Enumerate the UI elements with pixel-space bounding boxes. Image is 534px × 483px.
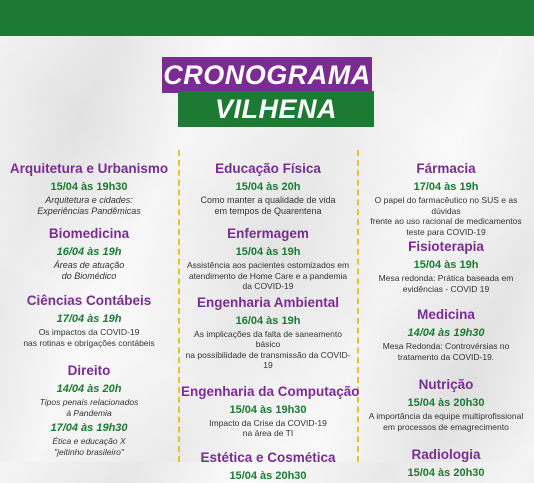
course-enfermagem (181, 225, 355, 292)
course-date: 15/04 às 20h30 (229, 469, 307, 482)
course-medicina (359, 306, 533, 362)
course-description: Assistência aos pacientes ostomizados em atendimento de Home Care e a pandemia da COVID-19 (186, 260, 350, 291)
course-date: 15/04 às 19h30 (50, 181, 128, 193)
course-radiologia (359, 446, 533, 480)
course-date: 15/04 às 20h30 (407, 467, 485, 479)
course-name: Engenharia da Computação (181, 383, 360, 399)
course-estetica-cosmetica (181, 449, 355, 483)
course-name: Direito (67, 363, 111, 378)
course-date: 17/04 às 19h (56, 313, 122, 325)
course-farmacia (359, 160, 533, 237)
course-arquitetura (2, 160, 176, 217)
course-name: Estética e Cosmética (200, 449, 336, 465)
course-name: Biomedicina (48, 226, 130, 241)
course-description: As implicações da falta de saneamento básico na possibilidade de transmissão da COVID-19 (185, 328, 351, 370)
schedule-column-1 (2, 160, 176, 457)
course-date: 15/04 às 20h (235, 181, 301, 193)
course-name: Fármacia (416, 161, 476, 176)
course-engenharia-computacao (181, 383, 360, 439)
course-name: Radiologia (411, 447, 481, 462)
course-description: Como manter a qualidade de vida em tempos de Quarentena (200, 195, 336, 216)
course-name: Engenharia Ambiental (196, 294, 340, 310)
course-biomedicina (2, 225, 176, 282)
course-name: Nutrição (418, 377, 474, 392)
schedule-column-2 (181, 160, 360, 483)
column-divider-left (178, 150, 180, 462)
title-vilhena: VILHENA (178, 91, 374, 127)
course-description: Mesa redonda: Prática baseada em evidências - COVID 19 (378, 273, 514, 294)
course-educacao-fisica (181, 160, 355, 217)
top-banner (0, 0, 534, 36)
course-description: Mesa Redonda: Controvérsias no tratamento da COVID-19. (382, 341, 510, 362)
course-nutricao (359, 376, 533, 432)
course-name: Ciências Contábeis (26, 293, 152, 308)
course-date: 14/04 às 19h30 (407, 327, 485, 339)
course-date: 15/04 às 19h30 (229, 403, 307, 416)
course-description: Áreas de atuação do Biomédico (53, 260, 125, 281)
course-date: 16/04 às 19h (235, 314, 301, 327)
course-date: 15/04 às 19h (413, 259, 479, 271)
course-date: 16/04 às 19h (56, 246, 122, 258)
course-name: Fisioterapia (408, 239, 484, 254)
course-description: Impacto da Crise da COVID-19 na área de TI (209, 417, 327, 438)
course-date: 17/04 às 19h30 (50, 422, 128, 434)
course-description: A importância da equipe multiprofissional em processos de emagrecimento (368, 411, 524, 432)
course-name: Arquitetura e Urbanismo (9, 161, 169, 176)
course-description: O papel do farmacêutico no SUS e as dúvidas frente ao uso racional de medicamentos teste para COVID-19 (370, 195, 522, 237)
course-ciencias-contabeis (2, 292, 176, 348)
course-name: Medicina (417, 307, 475, 322)
course-description: Tipos penais relacionados à Pandemia (39, 397, 139, 418)
course-date: 15/04 às 19h (235, 246, 301, 258)
course-name: Enfermagem (227, 226, 309, 241)
course-date: 14/04 às 20h (56, 383, 122, 395)
course-date: 15/04 às 20h30 (407, 397, 485, 409)
course-description: Arquitetura e cidades: Experiências Pandêmicas (37, 195, 141, 216)
course-fisioterapia (359, 238, 533, 294)
schedule-column-3 (359, 160, 533, 480)
title-cronograma: CRONOGRAMA (162, 57, 372, 93)
course-engenharia-ambiental (181, 294, 355, 371)
course-description: Os impactos da COVID-19 nas rotinas e obrigações contábeis (23, 327, 155, 348)
course-date: 17/04 às 19h (413, 181, 479, 193)
course-direito-2 (2, 422, 176, 457)
course-name: Educação Física (215, 161, 321, 176)
course-description: Ética e educação X "jeitinho brasileiro" (52, 436, 126, 457)
course-direito (2, 362, 176, 418)
